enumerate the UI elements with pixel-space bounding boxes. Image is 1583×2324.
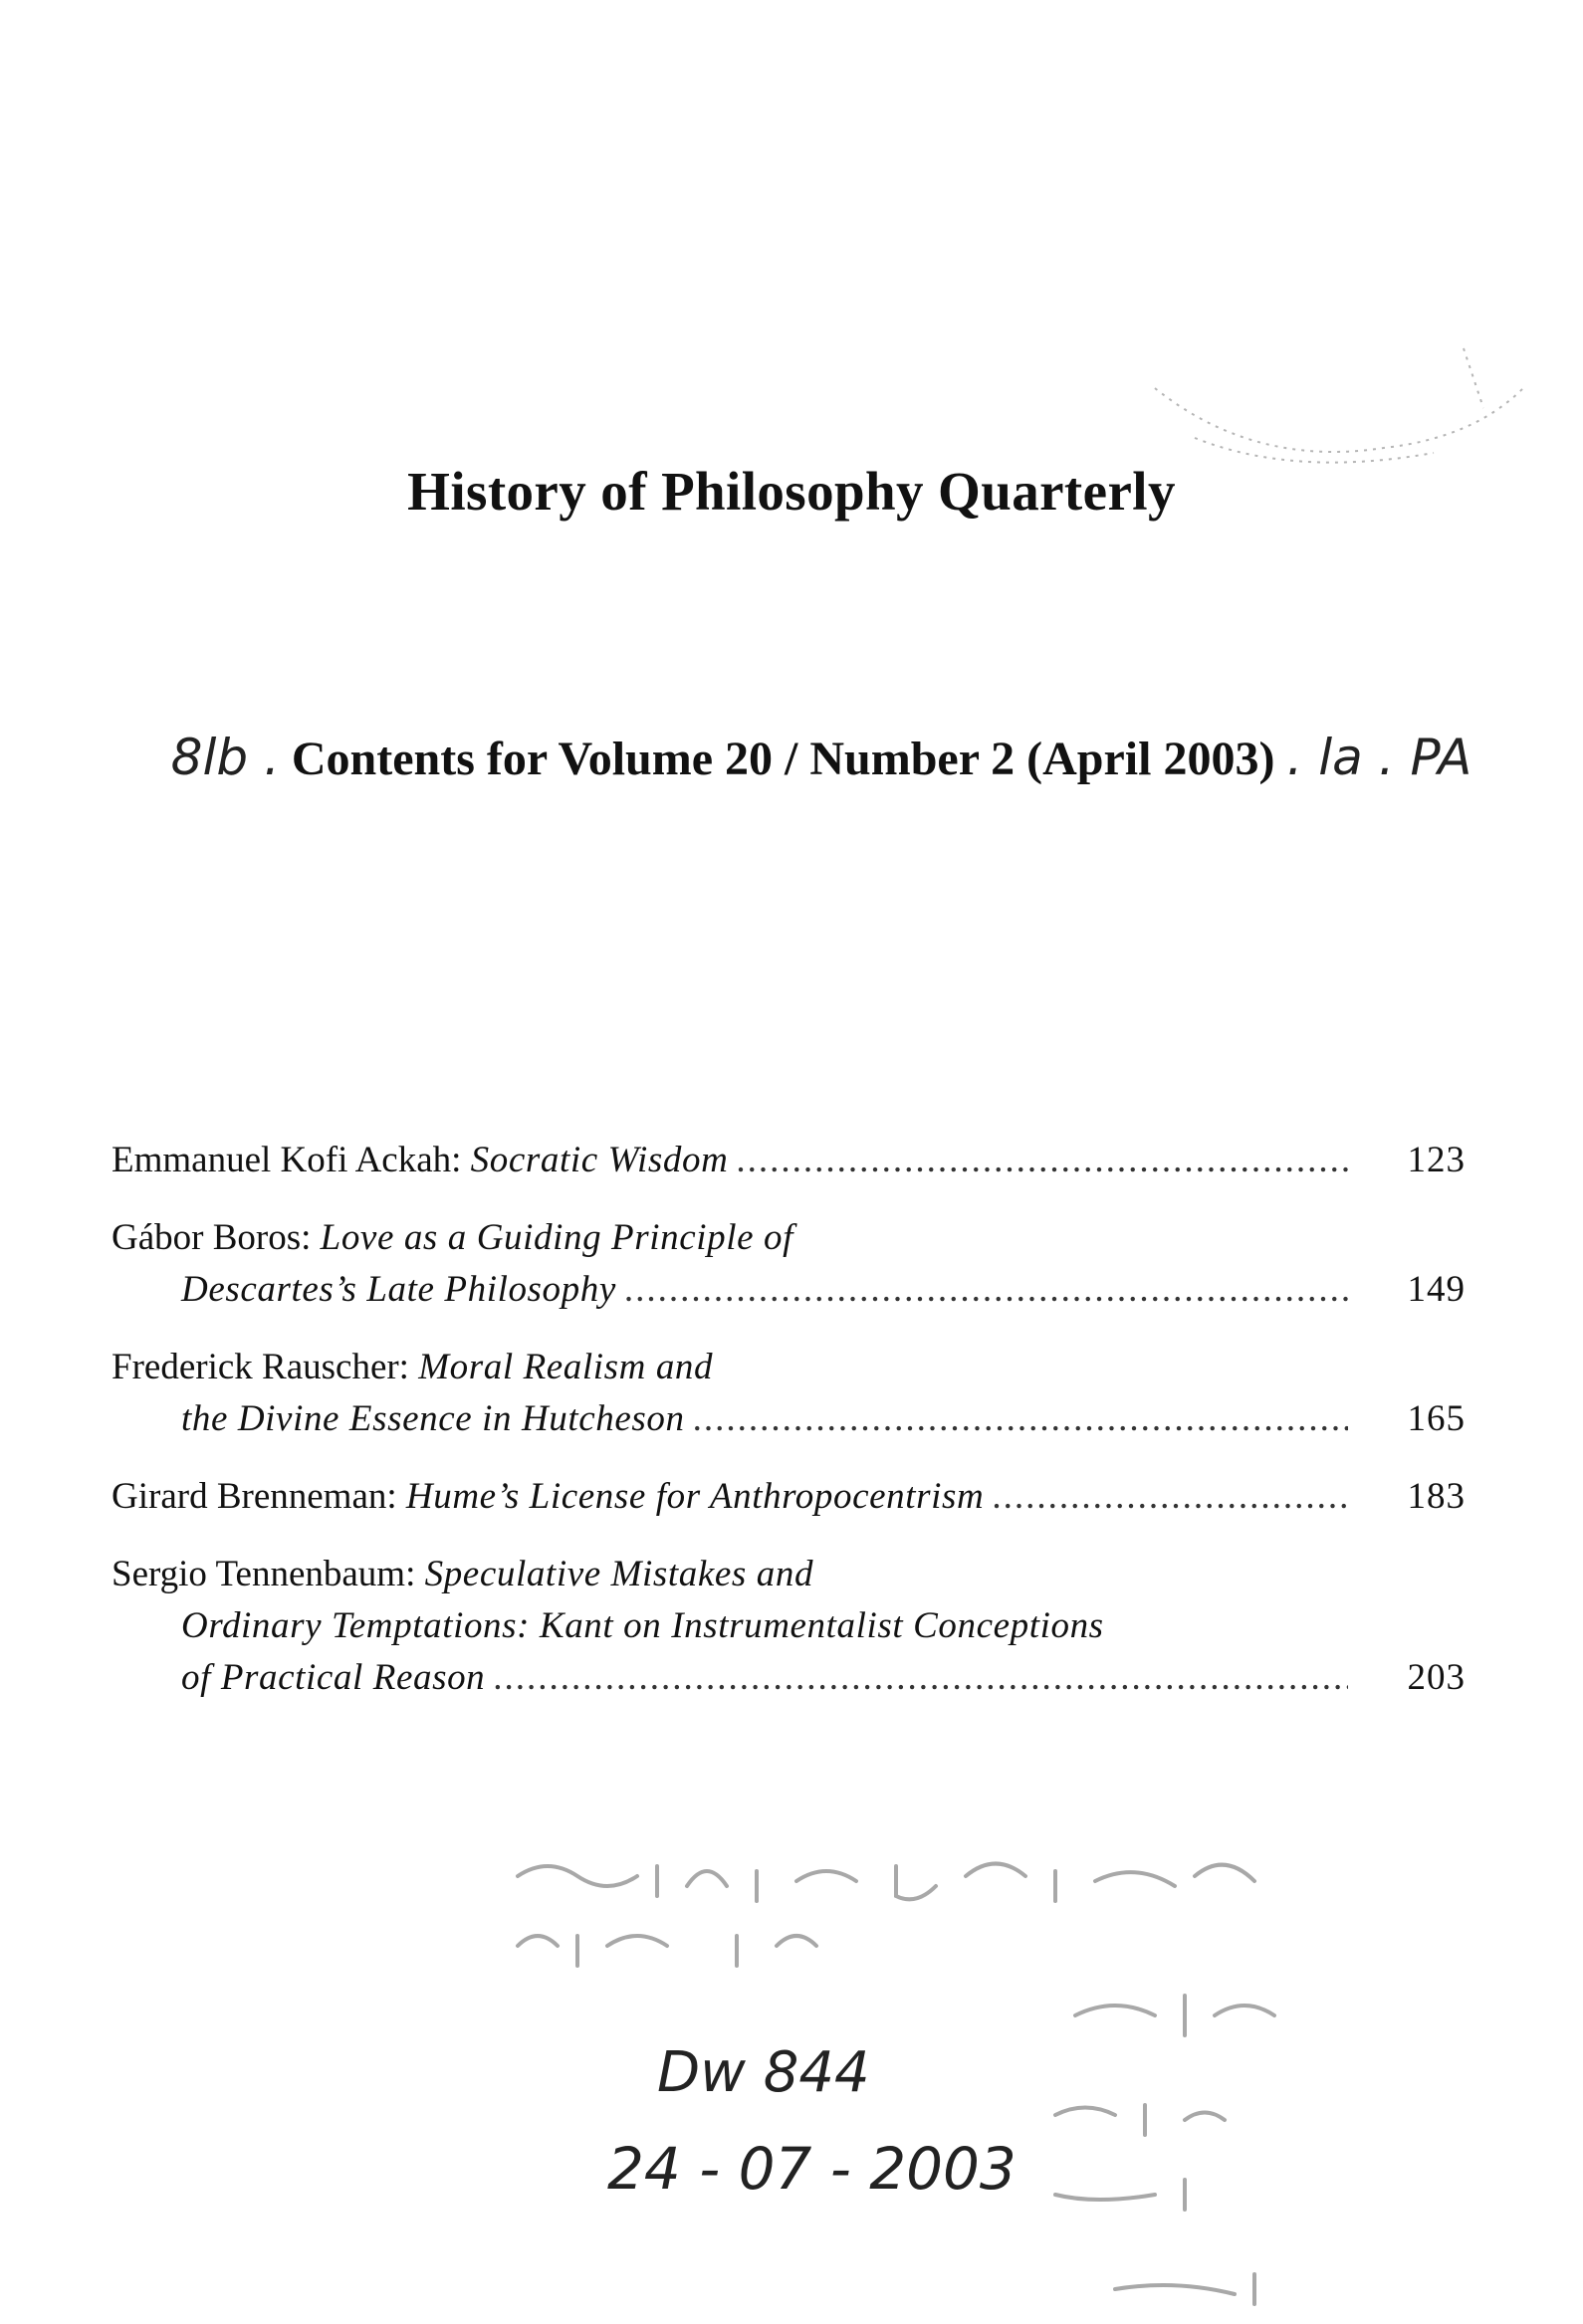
library-stamp	[498, 1836, 1314, 2314]
toc-entry	[112, 1342, 1466, 1445]
contents-heading	[119, 729, 1523, 786]
leader-dots	[693, 1393, 1348, 1445]
leader-dots	[493, 1652, 1348, 1704]
entry-author: Girard Brenneman:	[112, 1476, 397, 1517]
entry-title: Moral Realism and	[418, 1347, 714, 1387]
handwritten-date: 24 - 07 - 2003	[607, 2135, 1017, 2203]
entry-page: 183	[1407, 1476, 1466, 1517]
table-of-contents	[112, 1135, 1466, 1730]
entry-author: Gábor Boros:	[112, 1217, 312, 1258]
stamp-arabic-text-icon	[498, 1836, 1314, 2314]
entry-author: Frederick Rauscher:	[112, 1347, 409, 1387]
entry-title: Hume’s License for Anthropocentrism	[405, 1476, 985, 1517]
leader-dots	[736, 1135, 1348, 1186]
entry-page: 149	[1407, 1269, 1466, 1310]
leader-dots	[624, 1264, 1348, 1316]
entry-title-continued: of Practical Reason	[181, 1657, 486, 1698]
entry-page: 165	[1407, 1398, 1466, 1439]
entry-title: Socratic Wisdom	[470, 1140, 729, 1180]
entry-author: Emmanuel Kofi Ackah:	[112, 1140, 462, 1180]
handwritten-suffix: . la . PA	[1286, 729, 1472, 786]
contents-title: Contents for Volume 20 / Number 2 (April 2003)	[291, 733, 1275, 785]
entry-title-continued: Descartes’s Late Philosophy	[181, 1269, 616, 1310]
entry-title: Speculative Mistakes and	[424, 1554, 814, 1594]
toc-entry	[112, 1135, 1466, 1186]
entry-author: Sergio Tennenbaum:	[112, 1554, 416, 1594]
handwritten-prefix: 8lb .	[170, 729, 280, 786]
leader-dots	[992, 1471, 1348, 1523]
entry-page: 203	[1407, 1657, 1466, 1698]
handwritten-accession: Dw 844	[657, 2040, 870, 2105]
entry-title: Love as a Guiding Principle of	[320, 1217, 793, 1258]
entry-title-continued: the Divine Essence in Hutcheson	[181, 1398, 685, 1439]
entry-title-continued: Ordinary Temptations: Kant on Instrumentalist Conceptions	[181, 1605, 1104, 1646]
toc-entry	[112, 1471, 1466, 1523]
journal-title: History of Philosophy Quarterly	[407, 461, 1176, 522]
entry-page: 123	[1407, 1140, 1466, 1180]
toc-entry	[112, 1549, 1466, 1704]
toc-entry	[112, 1212, 1466, 1316]
